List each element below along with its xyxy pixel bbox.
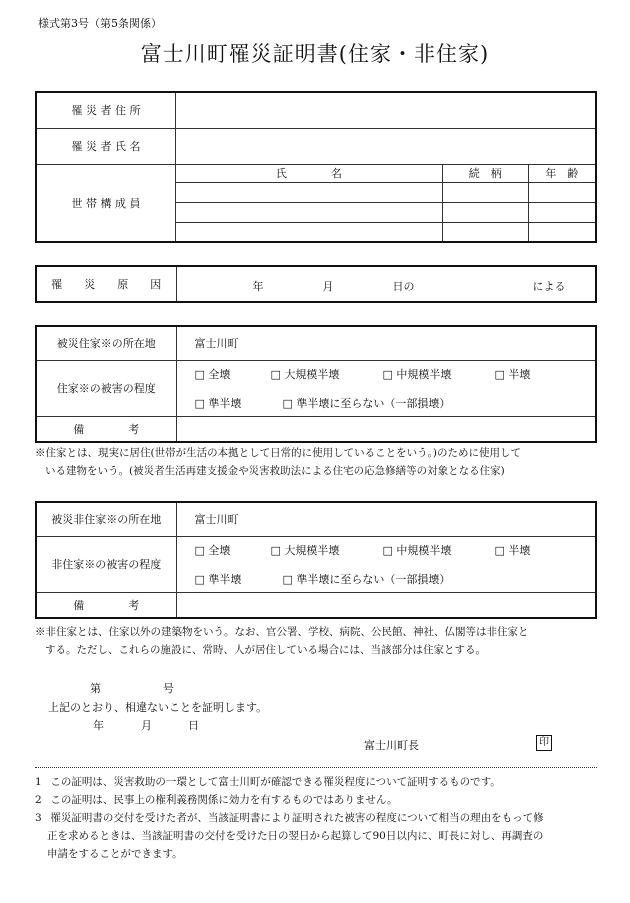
seal-icon: 印 <box>536 735 552 751</box>
cert-issuer: 富士川町長 <box>364 739 419 752</box>
option-large-half[interactable]: □ 大規模半壊 <box>270 367 340 381</box>
footnote-text: この証明は、災害救助の一環として富士川町が確認できる罹災程度について証明するものです。 <box>50 776 501 788</box>
cause-field[interactable] <box>176 266 596 302</box>
victim-table <box>35 91 597 243</box>
cert-statement: 上記のとおり、相違ないことを証明します。 <box>48 701 268 714</box>
household-label: 世 帯 構 成 員 <box>36 164 175 242</box>
form-number: 様式第3号（第5条関係） <box>38 17 162 30</box>
member-age-field[interactable] <box>528 182 596 202</box>
page-title: 富士川町罹災証明書(住家・非住家) <box>140 42 490 66</box>
non-dwelling-location-label: 被災非住家※の所在地 <box>36 502 176 536</box>
footnote-text: 罹災証明書の交付を受けた者が、当該証明書により証明された被害の程度について相当の理由をもって修 <box>50 812 544 824</box>
option-medium-half[interactable]: □ 中規模半壊 <box>382 367 452 381</box>
option-medium-half[interactable]: □ 中規模半壊 <box>382 543 452 557</box>
option-partial[interactable]: □ 準半壊に至らない（一部損壊） <box>282 572 451 586</box>
cause-year: 年 <box>252 280 264 293</box>
divider <box>35 767 597 768</box>
non-dwelling-table <box>35 501 597 619</box>
victim-name-label: 罹 災 者 氏 名 <box>36 128 175 164</box>
non-dwelling-location-field[interactable]: 富士川町 <box>176 502 596 536</box>
cert-number-prefix: 第 <box>90 682 101 695</box>
footnote-text: この証明は、民事上の権利義務関係に効力を有するものではありません。 <box>50 794 398 806</box>
option-large-half[interactable]: □ 大規模半壊 <box>270 543 340 557</box>
cause-month: 月 <box>322 280 334 293</box>
member-name-field[interactable] <box>175 202 442 222</box>
dwelling-remarks-field[interactable] <box>176 416 596 442</box>
non-dwelling-note <box>35 623 597 659</box>
cause-by: による <box>532 280 566 293</box>
cert-year: 年 <box>93 719 104 732</box>
cert-number-suffix: 号 <box>163 682 174 695</box>
victim-name-field[interactable] <box>175 128 596 164</box>
footnote-3 <box>35 809 597 863</box>
cause-day: 日の <box>392 280 415 293</box>
option-semi-half[interactable]: □ 準半壊 <box>194 572 242 586</box>
footnote-2 <box>35 791 597 809</box>
footnote-text: 正を求めるときは、当該証明書の交付を受けた日の翌日から起算して90日以内に、町長に対し、再調査の <box>47 830 544 842</box>
footnote-number: 3 <box>35 812 42 824</box>
member-relation-field[interactable] <box>442 222 528 242</box>
dwelling-damage-label: 住家※の被害の程度 <box>36 360 176 416</box>
member-name-field[interactable] <box>175 182 442 202</box>
victim-address-field[interactable] <box>175 92 596 128</box>
note-line: ※非住家とは、住家以外の建築物をいう。なお、官公署、学校、病院、公民館、神社、仏閣等は非住家と <box>35 626 529 638</box>
member-age-field[interactable] <box>528 222 596 242</box>
note-line: いる建物をいう。(被災者生活再建支援金や災害救助法による住宅の応急修繕等の対象となる住家) <box>45 465 505 477</box>
member-age-field[interactable] <box>528 202 596 222</box>
option-half[interactable]: □ 半壊 <box>494 543 531 557</box>
option-half[interactable]: □ 半壊 <box>494 367 531 381</box>
cert-month: 月 <box>141 719 152 732</box>
dwelling-note <box>35 444 597 480</box>
dwelling-table <box>35 325 597 443</box>
footnote-1 <box>35 773 597 791</box>
option-total-collapse[interactable]: □ 全壊 <box>194 543 231 557</box>
option-partial[interactable]: □ 準半壊に至らない（一部損壊） <box>282 396 451 410</box>
dwelling-location-field[interactable]: 富士川町 <box>176 326 596 360</box>
footnote-number: 2 <box>35 794 42 806</box>
non-dwelling-remarks-label: 備 考 <box>36 592 176 618</box>
col-age-header: 年 齢 <box>528 164 596 182</box>
note-line: ※住家とは、現実に居住(世帯が生活の本拠として日常的に使用していることをいう。)のために使用して <box>35 447 521 459</box>
footnote-text: 申請をすることができます。 <box>47 848 183 860</box>
col-relation-header: 続 柄 <box>442 164 528 182</box>
victim-address-label: 罹 災 者 住 所 <box>36 92 175 128</box>
member-name-field[interactable] <box>175 222 442 242</box>
dwelling-location-label: 被災住家※の所在地 <box>36 326 176 360</box>
dwelling-damage-options <box>176 360 596 416</box>
cert-day: 日 <box>188 719 199 732</box>
seal-stamp <box>536 735 552 751</box>
member-relation-field[interactable] <box>442 202 528 222</box>
col-name-header: 氏 名 <box>175 164 442 182</box>
member-relation-field[interactable] <box>442 182 528 202</box>
dwelling-remarks-label: 備 考 <box>36 416 176 442</box>
non-dwelling-damage-options <box>176 536 596 592</box>
footnote-number: 1 <box>35 776 42 788</box>
option-total-collapse[interactable]: □ 全壊 <box>194 367 231 381</box>
non-dwelling-remarks-field[interactable] <box>176 592 596 618</box>
note-line: する。ただし、これらの施設に、常時、人が居住している場合には、当該部分は住家とする。 <box>45 644 486 656</box>
option-semi-half[interactable]: □ 準半壊 <box>194 396 242 410</box>
non-dwelling-damage-label: 非住家※の被害の程度 <box>36 536 176 592</box>
cause-label: 罹 災 原 因 <box>36 266 176 302</box>
cause-table <box>35 265 597 303</box>
